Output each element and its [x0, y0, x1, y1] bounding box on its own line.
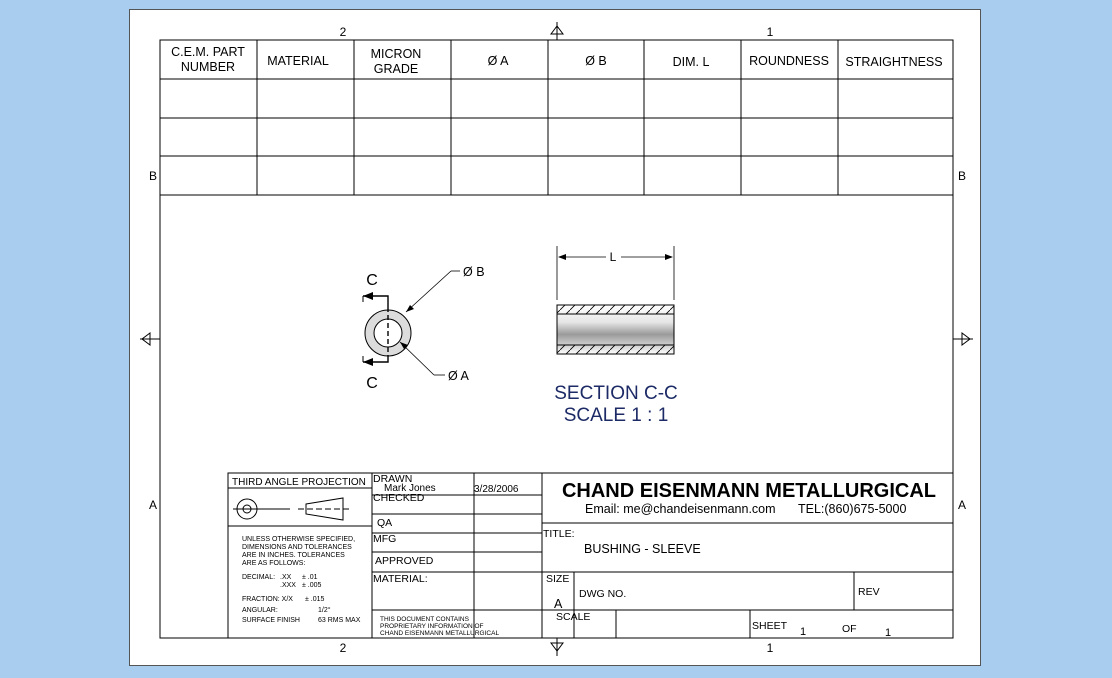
header-micron-1: MICRON	[370, 47, 422, 61]
sheet-number: 1	[800, 626, 807, 638]
checked-label: CHECKED	[373, 492, 425, 504]
proprietary-1: THIS DOCUMENT CONTAINS	[380, 616, 469, 623]
projection-label: THIRD ANGLE PROJECTION	[232, 477, 366, 488]
drawing-sheet	[129, 9, 981, 666]
header-dim-l: DIM. L	[672, 55, 710, 69]
drawing-title: BUSHING - SLEEVE	[584, 542, 701, 556]
fraction-tol: ± .015	[305, 596, 325, 603]
surface-val: 63 RMS MAX	[318, 617, 361, 624]
angular-label: ANGULAR:	[242, 607, 278, 614]
notes-line-2: DIMENSIONS AND TOLERANCES	[242, 544, 352, 551]
header-dia-b: Ø B	[585, 54, 607, 68]
company-email: Email: me@chandeisenmann.com	[585, 502, 776, 516]
header-micron-2: GRADE	[373, 62, 419, 76]
zone-top-1: 1	[766, 25, 774, 39]
decimal-xxx-tol: ± .005	[302, 582, 322, 589]
zone-left-a: A	[148, 498, 158, 512]
decimal-xxx: .XXX	[280, 582, 296, 589]
size-value: A	[554, 597, 563, 611]
qa-label: QA	[377, 517, 393, 529]
company-tel: TEL:(860)675-5000	[798, 502, 907, 516]
section-label-top: C	[366, 272, 378, 289]
drawn-label: DRAWN	[373, 473, 413, 485]
drawn-by: Mark Jones	[384, 483, 436, 494]
header-roundness: ROUNDNESS	[749, 54, 829, 68]
drawing-canvas	[130, 10, 982, 667]
notes-line-1: UNLESS OTHERWISE SPECIFIED,	[242, 536, 356, 543]
proprietary-2: PROPRIETARY INFORMATION OF	[380, 623, 484, 630]
section-label-bottom: C	[366, 375, 378, 392]
zone-right-b: B	[957, 169, 967, 183]
header-straightness: STRAIGHTNESS	[845, 55, 943, 69]
of-label: OF	[842, 623, 857, 635]
dim-l-label: L	[609, 250, 617, 264]
dim-b-label: Ø B	[463, 265, 485, 279]
table-headers	[171, 45, 943, 76]
company-name: CHAND EISENMANN METALLURGICAL	[561, 480, 937, 502]
title-label: TITLE:	[543, 528, 575, 540]
projection-symbol	[233, 498, 352, 520]
sheet-label: SHEET	[752, 620, 788, 632]
notes-line-3: ARE IN INCHES. TOLERANCES	[242, 552, 345, 559]
decimal-xx: .XX	[280, 574, 292, 581]
header-dia-a: Ø A	[487, 54, 509, 68]
rev-label: REV	[858, 586, 880, 598]
dwg-no-label: DWG NO.	[579, 588, 627, 600]
zone-left-b: B	[148, 169, 158, 183]
material-label: MATERIAL:	[373, 573, 428, 585]
header-part-number-2: NUMBER	[180, 60, 236, 74]
fraction-label: FRACTION: X/X	[242, 596, 293, 603]
mfg-label: MFG	[373, 533, 397, 545]
zone-right-a: A	[957, 498, 967, 512]
scale-title: SCALE 1 : 1	[563, 405, 669, 426]
surface-label: SURFACE FINISH	[242, 617, 300, 624]
header-part-number-1: C.E.M. PART	[171, 45, 245, 59]
notes-line-4: ARE AS FOLLOWS:	[242, 560, 306, 567]
header-material: MATERIAL	[267, 54, 329, 68]
zone-bottom-1: 1	[766, 641, 774, 655]
title-block-text	[232, 473, 936, 639]
proprietary-3: CHAND EISENMANN METALLURGICAL	[380, 630, 500, 637]
angular-tol: 1/2°	[318, 607, 331, 614]
sheet-total: 1	[885, 627, 892, 639]
approved-label: APPROVED	[375, 555, 434, 567]
zone-bottom-2: 2	[339, 641, 347, 655]
drawn-date: 3/28/2006	[474, 484, 519, 495]
zone-top-2: 2	[339, 25, 347, 39]
decimal-label: DECIMAL:	[242, 574, 276, 581]
dim-a-label: Ø A	[448, 369, 469, 383]
section-title: SECTION C-C	[554, 383, 678, 404]
size-label: SIZE	[546, 573, 570, 585]
decimal-xx-tol: ± .01	[302, 574, 318, 581]
scale-label: SCALE	[556, 611, 591, 623]
